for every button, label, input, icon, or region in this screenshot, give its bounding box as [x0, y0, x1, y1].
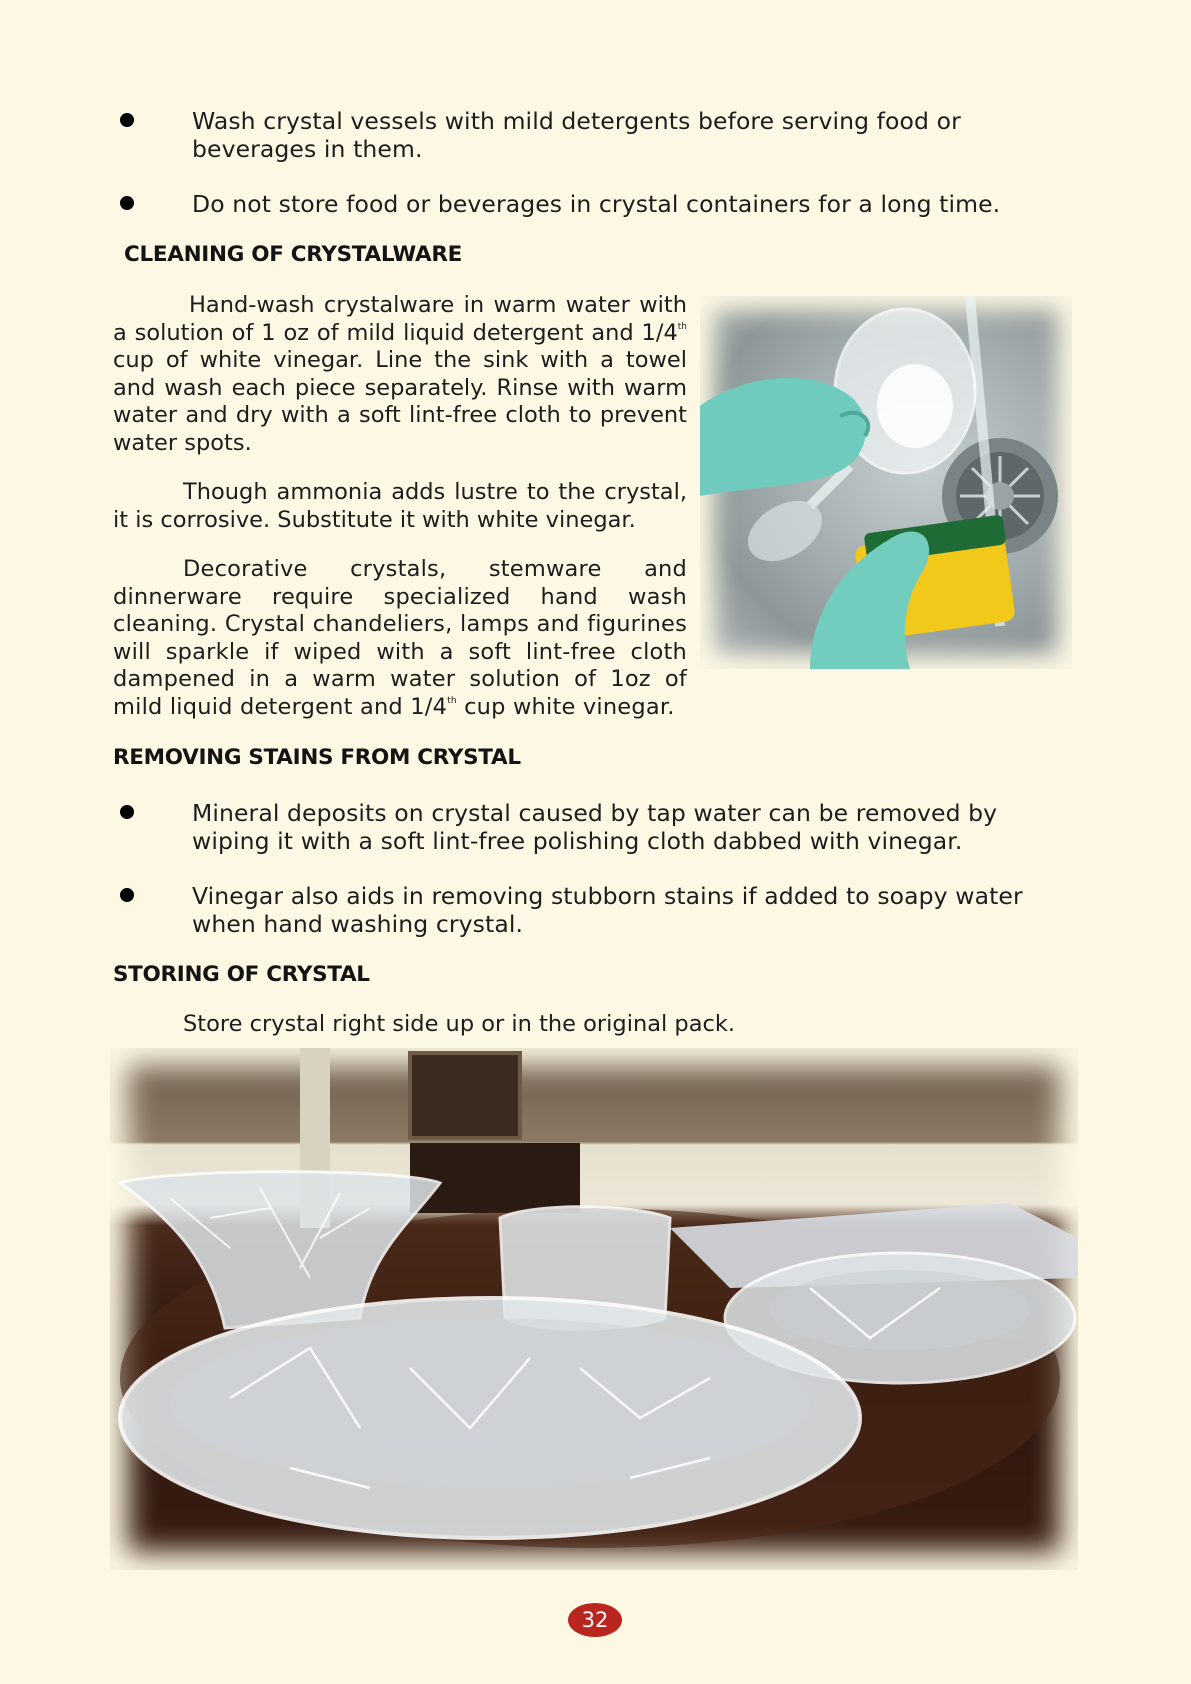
- superscript: th: [677, 321, 687, 332]
- storing-text: Store crystal right side up or in the original pack.: [183, 1011, 736, 1037]
- paragraph-text: Hand-wash crystalware in warm water with a solution of 1 oz of mild liquid detergent and 1/4: [113, 292, 687, 346]
- bullet-text: Do not store food or beverages in crystal containers for a long time.: [192, 190, 1001, 218]
- bullet-dot-icon: [120, 113, 134, 127]
- paragraph-text: cup of white vinegar. Line the sink with a towel and wash each piece separately. Rinse with warm water and dry with a soft lint-free cloth to prevent water spots.: [113, 347, 687, 456]
- superscript: th: [447, 695, 457, 706]
- page-number-badge: 32: [568, 1603, 622, 1637]
- sink-photo: [700, 296, 1072, 669]
- crystal-photo: [110, 1048, 1078, 1570]
- bullet-text: Vinegar also aids in removing stubborn stains if added to soapy water when hand washing crystal.: [192, 882, 1023, 938]
- section-heading-storing: STORING OF CRYSTAL: [113, 962, 370, 987]
- bullet-dot-icon: [120, 805, 134, 819]
- bullet-dot-icon: [120, 196, 134, 210]
- paragraph-text: cup white vinegar.: [456, 693, 675, 720]
- bullet-item: [112, 799, 1082, 855]
- crystal-photo-illustration: [110, 1048, 1078, 1570]
- paragraph-text: Decorative crystals, stemware and dinnerware require specialized hand wash cleaning. Crystal chandeliers, lamps and figurines will sparkle if wiped with a soft lint-free cloth dampened in a warm water solution of 1oz of mild liquid detergent and 1/4: [113, 556, 687, 720]
- sink-photo-illustration: [700, 296, 1072, 669]
- section-heading-removing: REMOVING STAINS FROM CRYSTAL: [113, 745, 521, 770]
- bullet-text: Mineral deposits on crystal caused by tap water can be removed by wiping it with a soft lint-free polishing cloth dabbed with vinegar.: [192, 799, 998, 855]
- cleaning-paragraph-3: [113, 556, 687, 721]
- bullet-text: Wash crystal vessels with mild detergents before serving food or beverages in them.: [192, 107, 961, 163]
- bullet-item: [112, 882, 1082, 938]
- bullet-dot-icon: [120, 888, 134, 902]
- section-heading-cleaning: CLEANING OF CRYSTALWARE: [124, 242, 462, 267]
- cleaning-paragraph-2: Though ammonia adds lustre to the crystal, it is corrosive. Substitute it with white vinegar.: [113, 479, 687, 533]
- cleaning-paragraph-1: [113, 292, 687, 457]
- bullet-item: [112, 107, 1082, 163]
- bullet-item: [112, 190, 1082, 218]
